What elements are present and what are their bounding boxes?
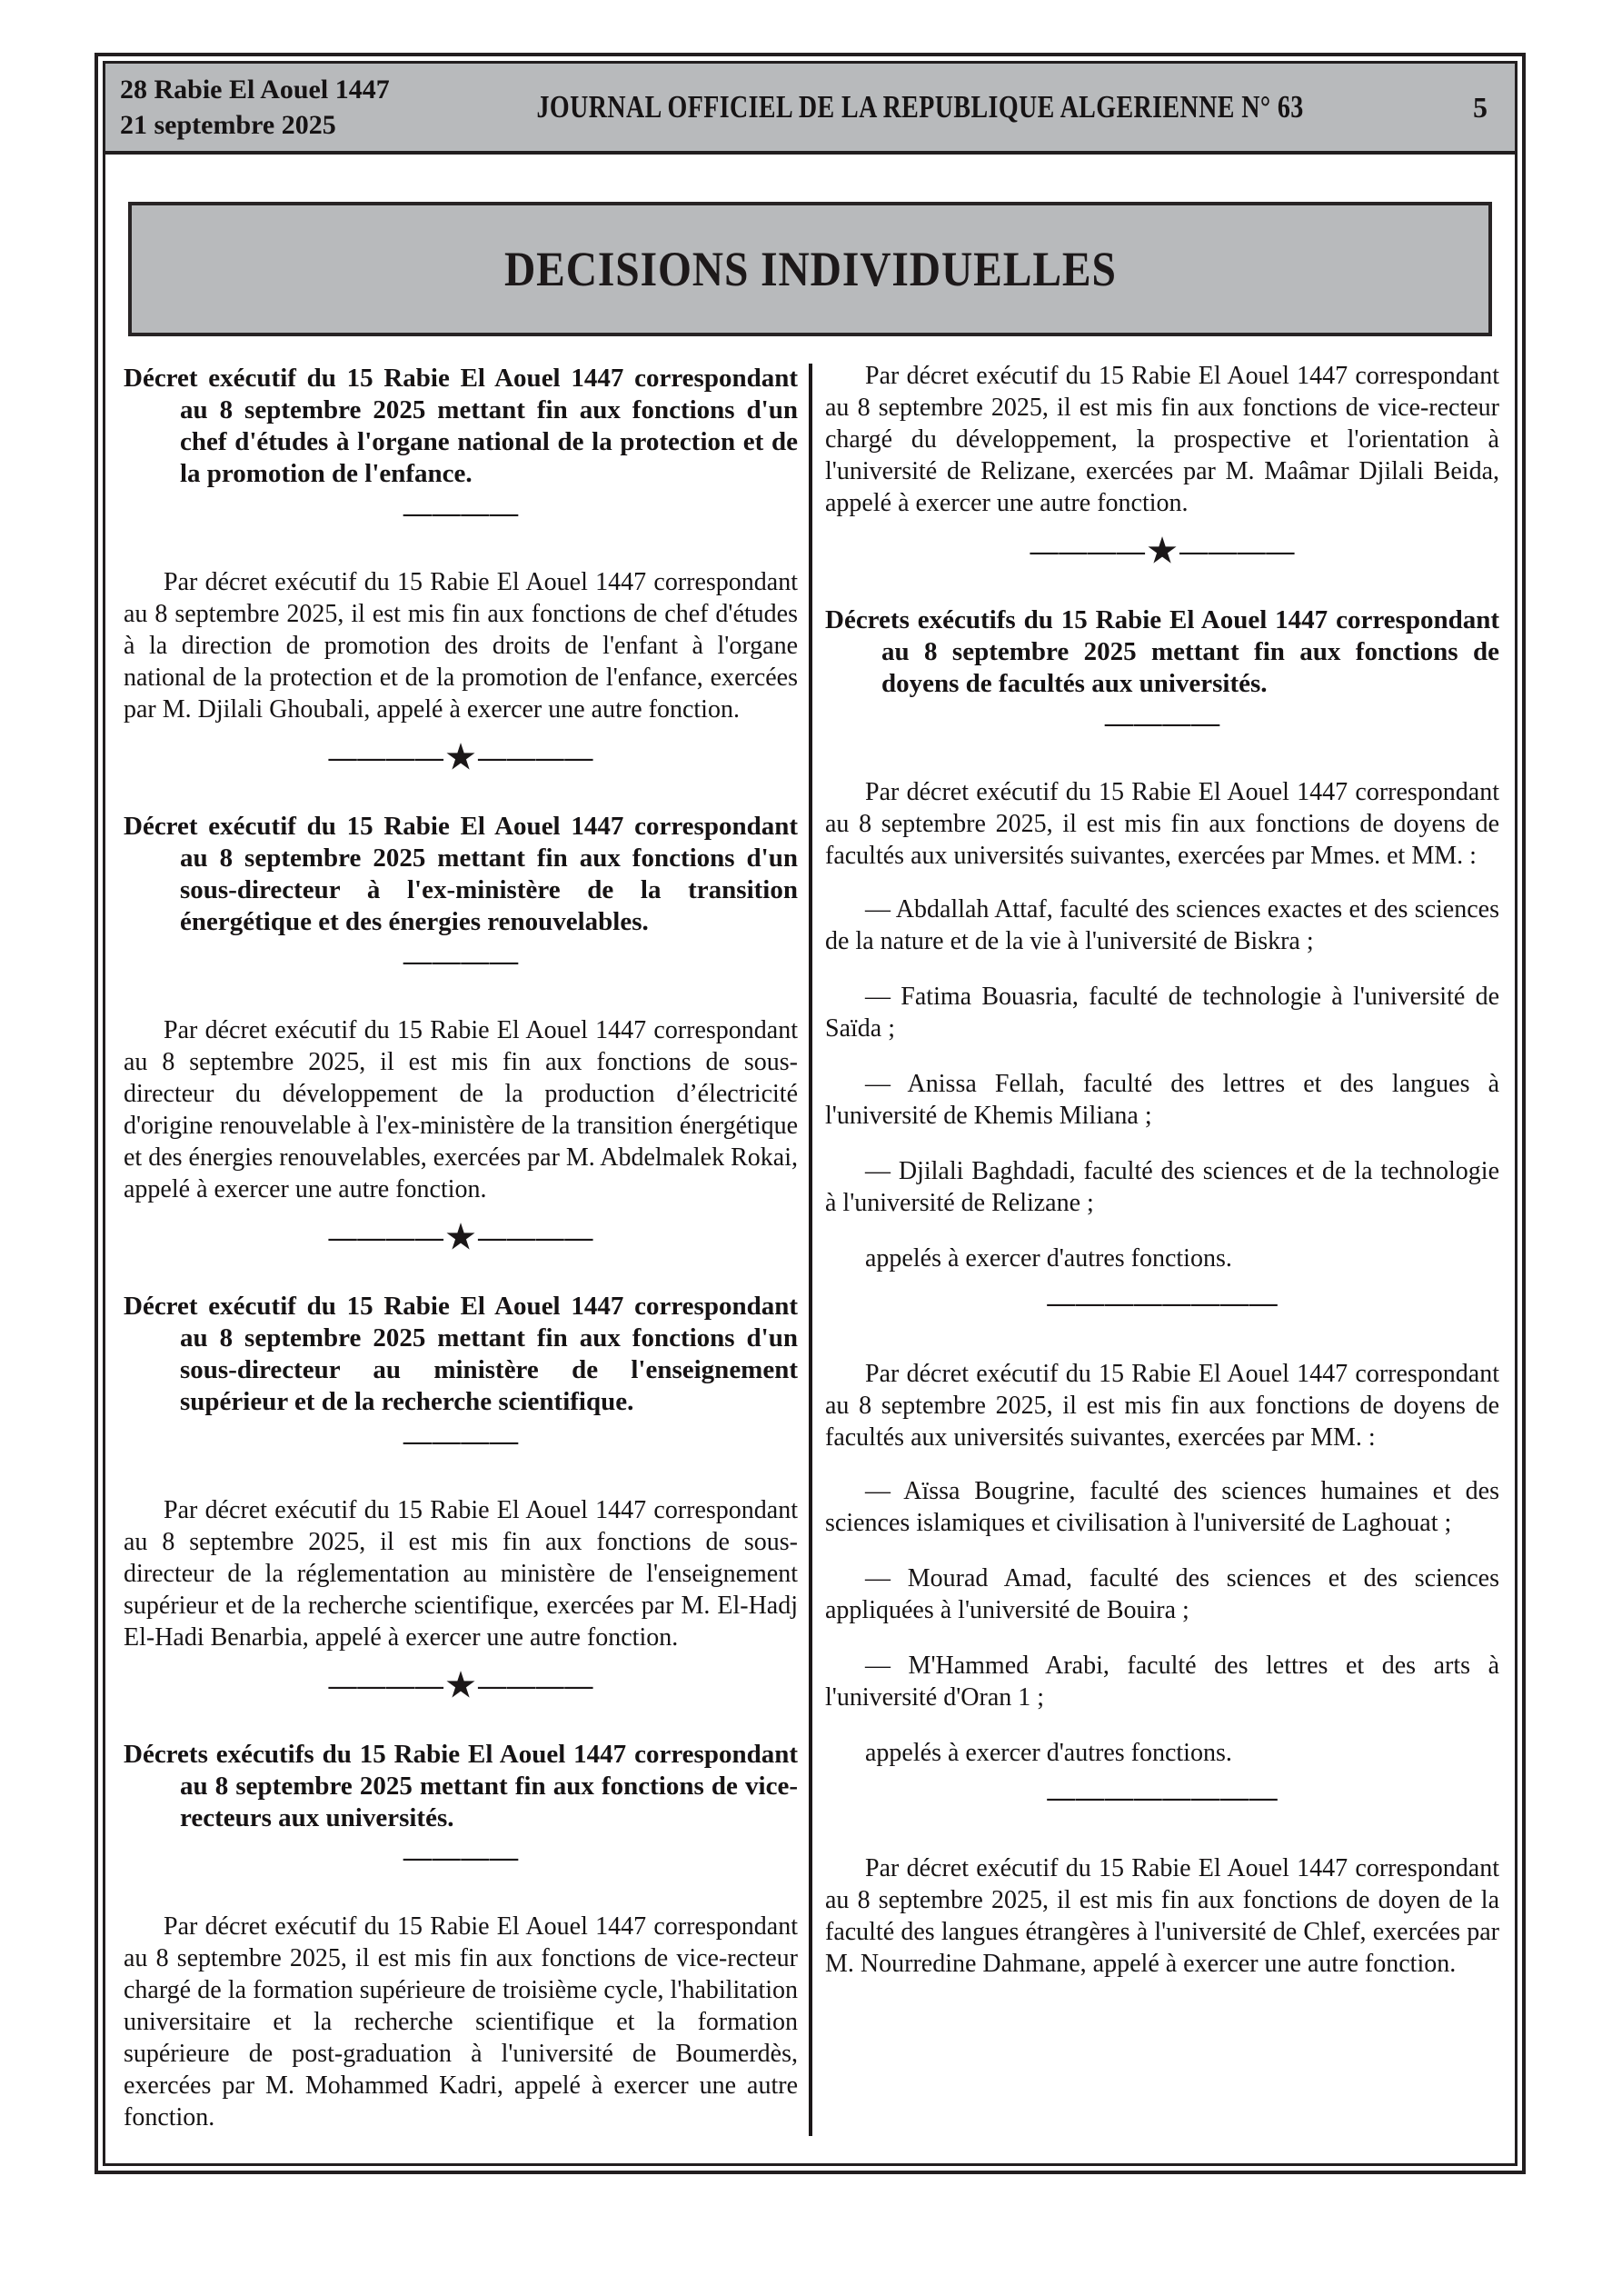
dash-right: — — — — bbox=[478, 741, 593, 773]
decree-body: Par décret exécutif du 15 Rabie El Aouel 1447 correspondant au 8 septembre 2025, il est mis fin aux fonctions de chef d'études à la direction de promotion des droits de l'enfant à l'organe national de la protection et de la promotion de l'enfance, exercées par M. Djilali Ghoubali, appelé à exercer une autre fonction. bbox=[124, 568, 798, 724]
list-item: — Mourad Amad, faculté des sciences et des sciences appliquées à l'université de Bouira ; bbox=[825, 1564, 1499, 1624]
list-item: — Abdallah Attaf, faculté des sciences exactes et des sciences de la nature et de la vie à l'université de Biskra ; bbox=[825, 895, 1499, 955]
header-dates bbox=[120, 72, 390, 143]
decree-heading: Décret exécutif du 15 Rabie El Aouel 1447 correspondant au 8 septembre 2025 mettant fin aux fonctions d'un sous-directeur à l'ex-ministère de la transition énergétique et des énergies renouvelables. bbox=[124, 812, 798, 936]
journal-title bbox=[390, 89, 1451, 125]
column-divider bbox=[809, 364, 812, 2136]
star-separator bbox=[124, 739, 798, 775]
list-item: — Djilali Baghdadi, faculté des sciences et de la technologie à l'université de Relizane ; bbox=[825, 1157, 1499, 1217]
page-frame bbox=[95, 53, 1526, 2174]
star-icon: ★ bbox=[1147, 533, 1178, 569]
list-outro: appelés à exercer d'autres fonctions. bbox=[865, 1244, 1232, 1273]
star-icon: ★ bbox=[445, 739, 476, 775]
dash-left: — — — — bbox=[1030, 534, 1145, 566]
long-dash-separator: — — — — — — — — bbox=[1047, 1286, 1278, 1318]
star-separator bbox=[124, 1219, 798, 1255]
decree-body: Par décret exécutif du 15 Rabie El Aouel 1447 correspondant au 8 septembre 2025, il est mis fin aux fonctions de sous-directeur du développement de la production d’électricité d'origine renouvelable à l'ex-ministère de la transition énergétique et des énergies renouvelables, exercées par M. Abdelmalek Rokai, appelé à exercer une autre fonction. bbox=[124, 1016, 798, 1203]
dash-separator: — — — — bbox=[1104, 706, 1220, 738]
decree-heading: Décret exécutif du 15 Rabie El Aouel 1447 correspondant au 8 septembre 2025 mettant fin aux fonctions d'un chef d'études à l'organe national de la protection et de la promotion de l'enfance. bbox=[124, 364, 798, 488]
dash-right: — — — — bbox=[1179, 534, 1295, 566]
section-banner-title: DECISIONS INDIVIDUELLES bbox=[503, 242, 1117, 296]
section-banner bbox=[128, 202, 1492, 336]
dash-left: — — — — bbox=[328, 741, 443, 773]
decree-body: Par décret exécutif du 15 Rabie El Aouel 1447 correspondant au 8 septembre 2025, il est mis fin aux fonctions de vice-recteur chargé de la formation supérieure de troisième cycle, l'habilitation universitaire et la recherche scientifique et la formation supérieure de post-graduation à l'université de Boumerdès, exercées par M. Mohammed Kadri, appelé à exercer une autre fonction. bbox=[124, 1912, 798, 2131]
header-date-hijri: 28 Rabie El Aouel 1447 bbox=[120, 75, 390, 105]
dash-separator: — — — — bbox=[403, 944, 519, 976]
header-date-gregorian: 21 septembre 2025 bbox=[120, 110, 336, 140]
decree-intro: Par décret exécutif du 15 Rabie El Aouel 1447 correspondant au 8 septembre 2025, il est mis fin aux fonctions de doyens de facultés aux universités suivantes, exercées par MM. : bbox=[825, 1360, 1499, 1452]
page-frame-inner bbox=[103, 61, 1518, 2166]
decree-heading: Décrets exécutifs du 15 Rabie El Aouel 1447 correspondant au 8 septembre 2025 mettant fin aux fonctions de vice-recteurs aux universités. bbox=[124, 1740, 798, 1832]
star-icon: ★ bbox=[445, 1219, 476, 1255]
dash-left: — — — — bbox=[328, 1221, 443, 1253]
dash-separator: — — — — bbox=[403, 1841, 519, 1872]
dash-right: — — — — bbox=[478, 1669, 593, 1701]
list-item: — Aïssa Bougrine, faculté des sciences humaines et des sciences islamiques et civilisation à l'université de Laghouat ; bbox=[825, 1477, 1499, 1537]
dash-separator: — — — — bbox=[403, 1424, 519, 1456]
decree-body: Par décret exécutif du 15 Rabie El Aouel 1447 correspondant au 8 septembre 2025, il est mis fin aux fonctions de vice-recteur chargé du développement, la prospective et l'orientation à l'université de Relizane, exercées par M. Maâmar Djilali Beida, appelé à exercer une autre fonction. bbox=[825, 362, 1499, 517]
left-column bbox=[124, 360, 798, 2163]
long-dash-separator: — — — — — — — — bbox=[1047, 1781, 1278, 1812]
journal-header bbox=[105, 64, 1515, 155]
star-separator bbox=[124, 1667, 798, 1703]
page-number: 5 bbox=[1473, 90, 1488, 124]
list-item: — M'Hammed Arabi, faculté des lettres et des arts à l'université d'Oran 1 ; bbox=[825, 1652, 1499, 1712]
decree-heading: Décret exécutif du 15 Rabie El Aouel 1447 correspondant au 8 septembre 2025 mettant fin aux fonctions d'un sous-directeur au ministère de l'enseignement supérieur et de la recherche scientifique. bbox=[124, 1292, 798, 1416]
decree-intro: Par décret exécutif du 15 Rabie El Aouel 1447 correspondant au 8 septembre 2025, il est mis fin aux fonctions de doyens de facultés aux universités suivantes, exercées par Mmes. et MM. : bbox=[825, 778, 1499, 870]
dash-separator: — — — — bbox=[403, 496, 519, 528]
star-separator bbox=[825, 533, 1499, 569]
list-item: — Fatima Bouasria, faculté de technologie à l'université de Saïda ; bbox=[825, 983, 1499, 1043]
decree-body: Par décret exécutif du 15 Rabie El Aouel 1447 correspondant au 8 septembre 2025, il est mis fin aux fonctions de doyen de la faculté des langues étrangères à l'université de Chlef, exercées par M. Nourredine Dahmane, appelé à exercer une autre fonction. bbox=[825, 1854, 1499, 1978]
right-column bbox=[825, 360, 1499, 2163]
decree-heading: Décrets exécutifs du 15 Rabie El Aouel 1447 correspondant au 8 septembre 2025 mettant fin aux fonctions de doyens de facultés aux universités. bbox=[825, 605, 1499, 698]
list-outro: appelés à exercer d'autres fonctions. bbox=[865, 1739, 1232, 1767]
decree-body: Par décret exécutif du 15 Rabie El Aouel 1447 correspondant au 8 septembre 2025, il est mis fin aux fonctions de sous-directeur de la réglementation au ministère de l'enseignement supérieur et de la recherche scientifique, exercées par M. El-Hadj El-Hadi Benarbia, appelé à exercer une autre fonction. bbox=[124, 1496, 798, 1652]
journal-title-text: JOURNAL OFFICIEL DE LA REPUBLIQUE ALGERIENNE N° 63 bbox=[536, 89, 1304, 125]
text-columns bbox=[105, 360, 1515, 2163]
list-item: — Anissa Fellah, faculté des lettres et des langues à l'université de Khemis Miliana ; bbox=[825, 1070, 1499, 1130]
dash-right: — — — — bbox=[478, 1221, 593, 1253]
dash-left: — — — — bbox=[328, 1669, 443, 1701]
star-icon: ★ bbox=[445, 1667, 476, 1703]
